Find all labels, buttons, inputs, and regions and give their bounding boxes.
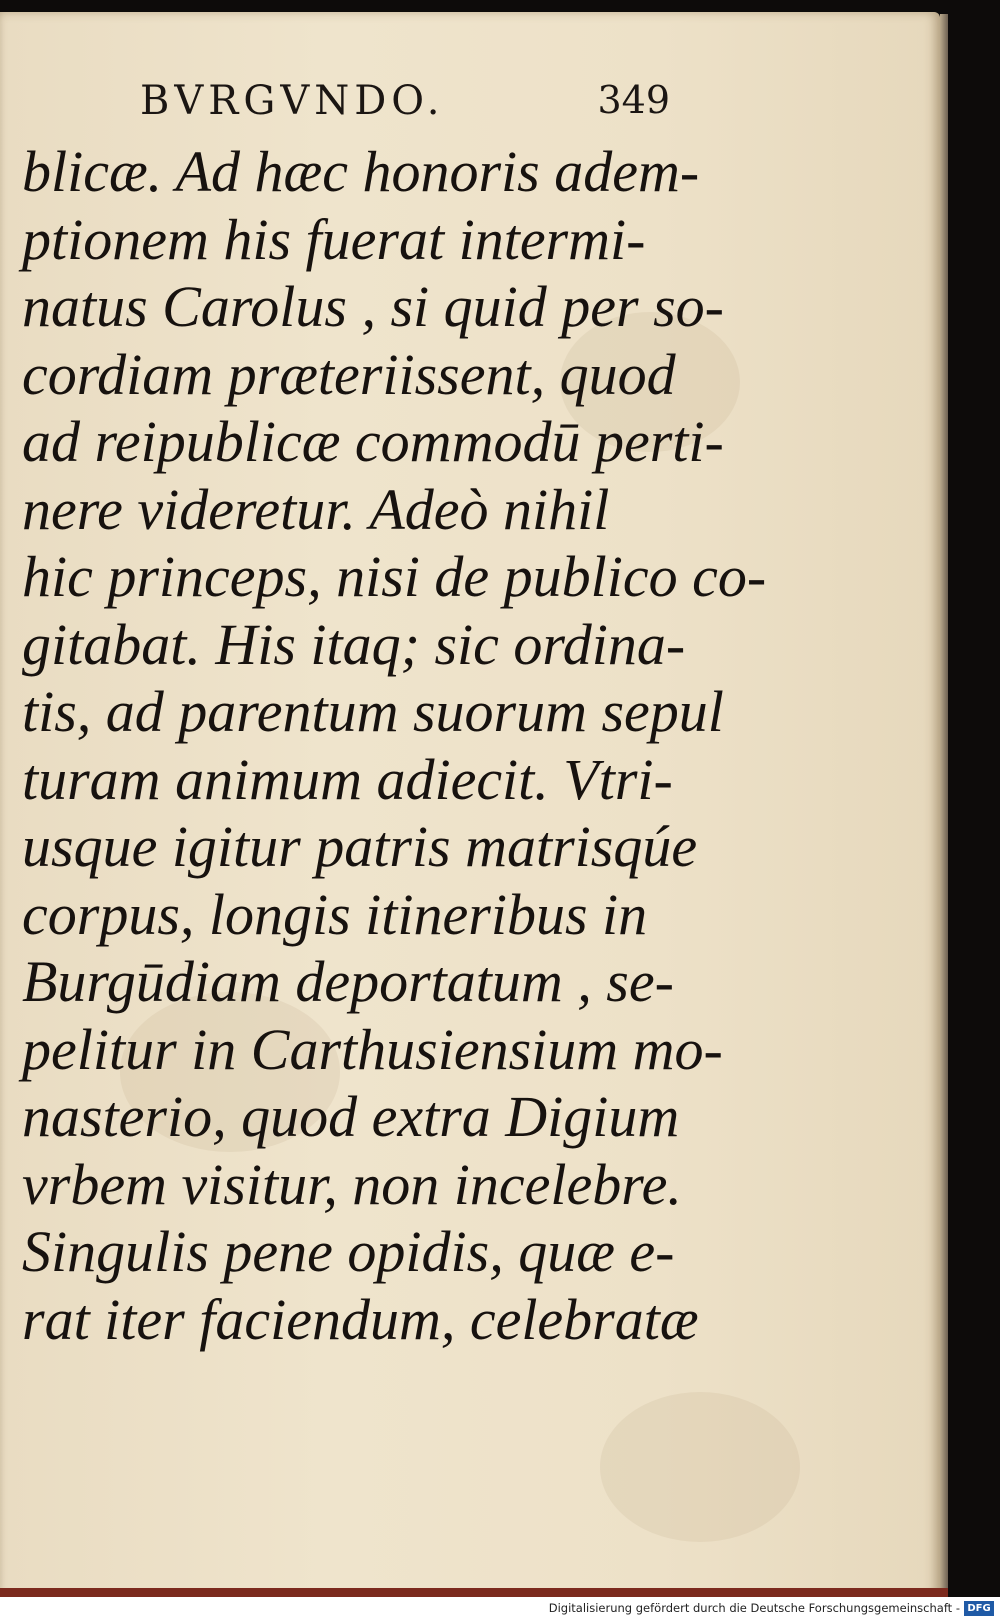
text-line: rat iter faciendum, celebratæ	[22, 1286, 699, 1352]
text-line: nere videretur. Adeò nihil	[22, 476, 610, 542]
text-line: natus Carolus , si quid per so-	[22, 274, 724, 339]
text-line: usque igitur patris matrisqúe	[22, 814, 698, 879]
text-line: Burgūdiam deportatum , se-	[22, 949, 674, 1014]
digitization-credit: Digitalisierung gefördert durch die Deutsche Forschungsgemeinschaft -	[548, 1601, 960, 1615]
page-number: 349	[597, 78, 670, 122]
body-text	[22, 138, 767, 1353]
text-line: tis, ad parentum suorum sepul	[22, 679, 724, 744]
text-line: vrbem visitur, non incelebre.	[22, 1151, 682, 1217]
running-head	[140, 78, 670, 134]
binding-board	[0, 1588, 948, 1597]
text-line: nasterio, quod extra Digium	[22, 1084, 680, 1149]
text-line: turam animum adiecit. Vtri-	[22, 746, 673, 812]
digitization-footer	[0, 1597, 1000, 1621]
text-line: gitabat. His itaq; sic ordina-	[22, 611, 686, 677]
dfg-logo: DFG	[964, 1601, 994, 1616]
text-line: blicæ. Ad hæc honoris adem-	[22, 139, 700, 204]
text-line: cordiam præteriissent, quod	[22, 341, 676, 407]
text-line: Singulis pene opidis, quæ e-	[22, 1219, 675, 1284]
text-line: ad reipublicæ commodū perti-	[22, 409, 724, 474]
page-fore-edge	[940, 14, 948, 1598]
text-line: corpus, longis itineribus in	[22, 881, 648, 947]
text-line: pelitur in Carthusiensium mo-	[22, 1016, 723, 1082]
text-line: hic princeps, nisi de publico co-	[22, 544, 767, 609]
book-page	[0, 12, 940, 1600]
running-head-title: BVRGVNDO.	[140, 78, 445, 124]
text-line: ptionem his fuerat intermi-	[22, 206, 646, 272]
paper-stain	[600, 1392, 800, 1542]
